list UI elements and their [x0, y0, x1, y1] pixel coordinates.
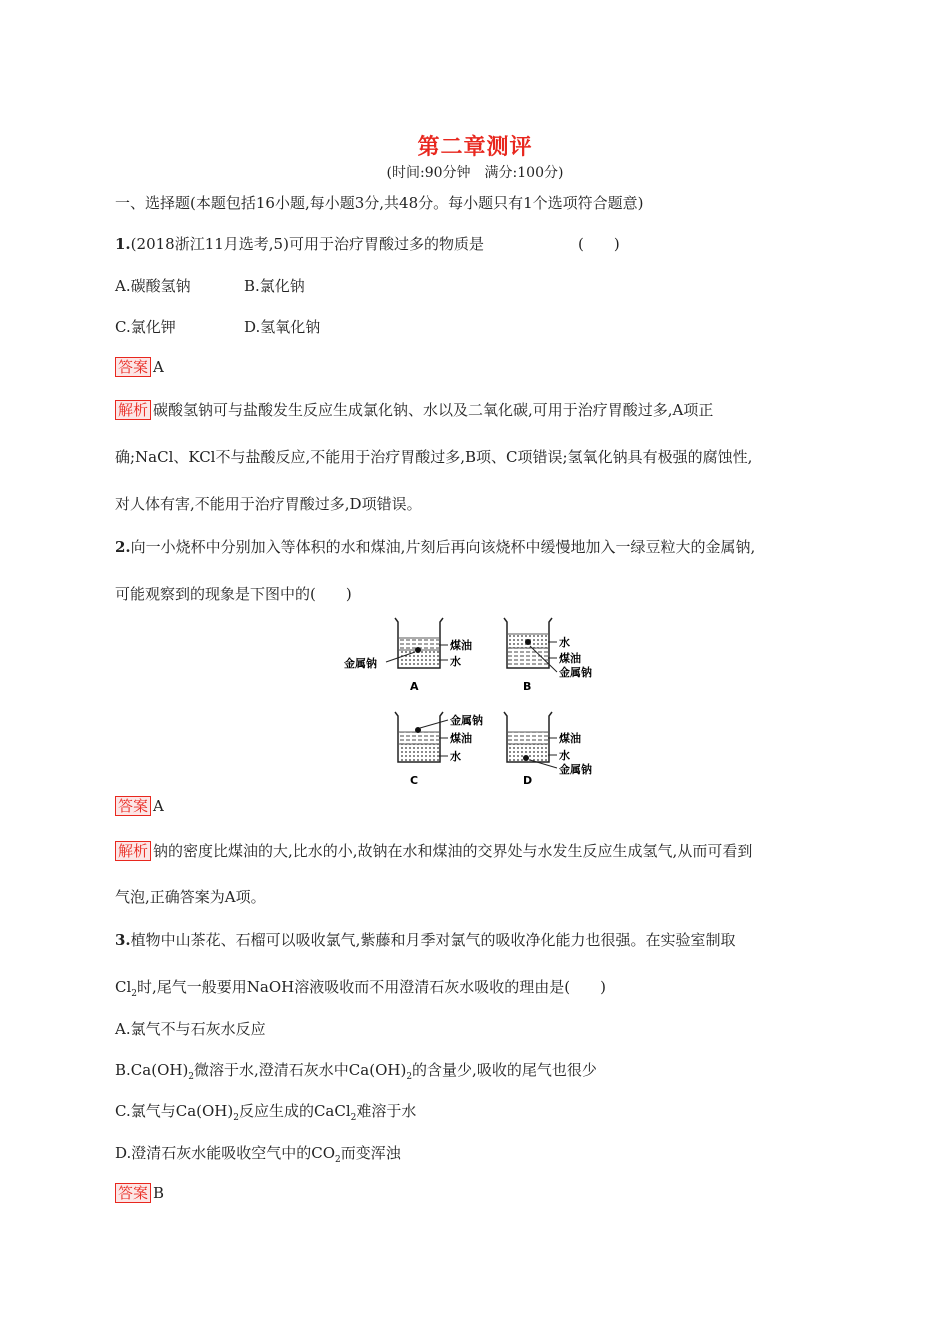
label-sodium: 金属钠 [344, 657, 377, 670]
text-fragment: B.Ca(OH) [115, 1061, 189, 1079]
text-fragment: 反应生成的CaCl [238, 1102, 351, 1120]
question-number: 1. [115, 235, 131, 253]
beaker-d [504, 712, 592, 787]
text-fragment: 时,尾气一般要用NaOH溶液吸收而不用澄清石灰水吸收的理由是( ) [137, 978, 606, 996]
option-a: A.碳酸氢钠 [115, 277, 191, 295]
answer-value: A [153, 797, 164, 815]
beaker-c [395, 712, 483, 787]
label-sodium: 金属钠 [450, 714, 483, 727]
text-fragment: C.氯气与Ca(OH) [115, 1102, 234, 1120]
label-kerosene: 煤油 [450, 732, 472, 745]
beaker-letter: D [523, 774, 533, 787]
option-b: B.氯化钠 [244, 277, 305, 295]
question-text: 植物中山茶花、石榴可以吸收氯气,紫藤和月季对氯气的吸收净化能力也很强。在实验室制取 [130, 931, 736, 949]
answer-line [115, 357, 164, 377]
analysis-text: 对人体有害,不能用于治疗胃酸过多,D项错误。 [115, 495, 422, 513]
option-b [115, 1059, 597, 1082]
section-heading: 一、选择题(本题包括16小题,每小题3分,共48分。每小题只有1个选项符合题意) [115, 194, 644, 212]
label-water: 水 [559, 749, 570, 762]
question-text [115, 976, 606, 999]
analysis-text: 气泡,正确答案为A项。 [115, 888, 266, 906]
question-1-stem [115, 233, 484, 254]
option-d: D.氢氧化钠 [244, 318, 321, 336]
subscript: 2 [233, 1113, 239, 1123]
label-water: 水 [559, 636, 570, 649]
option-c [115, 1100, 416, 1123]
text-fragment: 的含量少,吸收的尾气也很少 [412, 1061, 597, 1079]
analysis-tag: 解析 [115, 841, 151, 861]
answer-tag: 答案 [115, 796, 151, 816]
analysis-line [115, 399, 713, 420]
subscript: 2 [406, 1072, 413, 1082]
analysis-text: 确;NaCl、KCl不与盐酸反应,不能用于治疗胃酸过多,B项、C项错误;氢氧化钠具有极强的腐蚀性, [115, 448, 753, 466]
label-kerosene: 煤油 [450, 639, 472, 652]
answer-line [115, 1183, 164, 1203]
label-kerosene: 煤油 [559, 732, 581, 745]
question-number: 2. [115, 538, 131, 556]
beaker-letter: B [523, 680, 532, 693]
text-fragment: 难溶于水 [356, 1102, 417, 1120]
subscript: 2 [350, 1113, 357, 1123]
option-d [115, 1142, 401, 1165]
question-text: 可能观察到的现象是下图中的( ) [115, 585, 352, 603]
page-title: 第二章测评 [417, 134, 533, 160]
answer-line [115, 796, 164, 816]
label-water: 水 [450, 655, 461, 668]
analysis-text: 碳酸氢钠可与盐酸发生反应生成氯化钠、水以及二氧化碳,可用于治疗胃酸过多,A项正 [153, 401, 714, 419]
answer-tag: 答案 [115, 1183, 151, 1203]
answer-paren: ( ) [578, 235, 620, 253]
answer-tag: 答案 [115, 357, 151, 377]
label-kerosene: 煤油 [559, 652, 581, 665]
question-number: 3. [115, 931, 131, 949]
question-3-stem [115, 929, 735, 950]
text-fragment: 微溶于水,澄清石灰水中Ca(OH) [194, 1061, 407, 1079]
beaker-a [344, 618, 472, 693]
analysis-line [115, 840, 752, 861]
beaker-letter: A [410, 680, 419, 693]
answer-value: B [153, 1184, 165, 1202]
label-sodium: 金属钠 [559, 666, 592, 679]
beaker-letter: C [410, 774, 419, 787]
exam-info: (时间:90分钟 满分:100分) [386, 165, 564, 181]
label-water: 水 [450, 750, 461, 763]
question-text: (2018浙江11月选考,5)可用于治疗胃酸过多的物质是 [130, 235, 484, 253]
text-fragment: 而变浑浊 [340, 1144, 401, 1162]
question-text: 向一小烧杯中分别加入等体积的水和煤油,片刻后再向该烧杯中缓慢地加入一绿豆粒大的金属钠, [130, 538, 756, 556]
answer-value: A [153, 358, 164, 376]
text-fragment: D.澄清石灰水能吸收空气中的CO [115, 1144, 336, 1162]
option-c: C.氯化钾 [115, 318, 176, 336]
subscript: 2 [335, 1155, 341, 1165]
analysis-text: 钠的密度比煤油的大,比水的小,故钠在水和煤油的交界处与水发生反应生成氢气,从而可看到 [153, 842, 753, 860]
question-2-stem [115, 536, 755, 557]
label-sodium: 金属钠 [559, 763, 592, 776]
beaker-b [504, 618, 592, 693]
analysis-tag: 解析 [115, 400, 151, 420]
subscript: 2 [188, 1072, 195, 1082]
option-a: A.氯气不与石灰水反应 [115, 1020, 266, 1038]
beaker-figure [340, 610, 630, 790]
subscript: 2 [131, 989, 138, 999]
text-fragment: Cl [115, 978, 132, 996]
